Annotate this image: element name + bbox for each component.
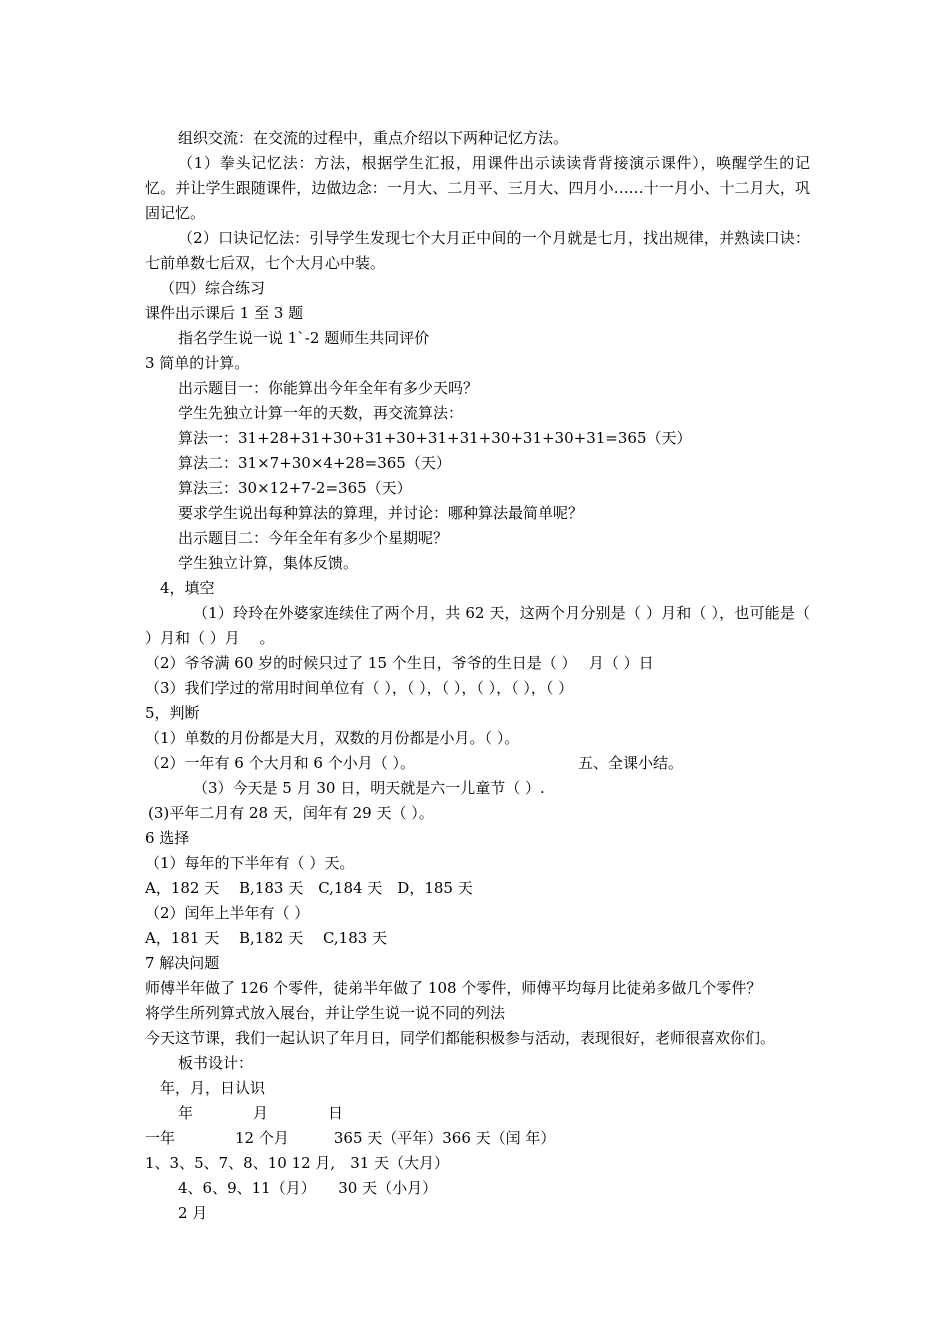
paragraph-exchange: 组织交流：在交流的过程中，重点介绍以下两种记忆方法。: [178, 129, 569, 147]
board-row-february: 2 月: [178, 1204, 208, 1222]
fill-blank-item-1: （1）玲玲在外婆家连续住了两个月，共 62 天，这两个月分别是（ ）月和（ ），也可能是（ ）月和（ ）月 。: [145, 604, 810, 647]
text-closing: 今天这节课，我们一起认识了年月日，同学们都能积极参与活动，表现很好，老师很喜欢你们。: [145, 1029, 776, 1047]
heading-solve: 7 解决问题: [145, 954, 220, 972]
section-heading-practice: （四）综合练习: [160, 279, 266, 297]
text-question-two: 出示题目二：今年全年有多少个星期呢？: [178, 529, 449, 547]
judge-item-3: （3）今天是 5 月 30 日，明天就是六一儿童节（ ）.: [193, 779, 545, 797]
board-row-year: 一年 12 个月 365 天（平年）366 天（闰 年）: [145, 1129, 556, 1147]
heading-board-design: 板书设计：: [178, 1054, 254, 1072]
board-row-big-months: 1、3、5、7、8、10 12 月, 31 天（大月）: [145, 1154, 450, 1172]
heading-choice: 6 选择: [145, 829, 190, 847]
choice-item-1-options: A，182 天 B,183 天 C,184 天 D，185 天: [145, 879, 473, 897]
judge-item-4: (3)平年二月有 28 天，闰年有 29 天（ ）。: [148, 804, 434, 822]
choice-item-2: （2）闰年上半年有（ ）: [145, 904, 310, 922]
choice-item-2-options: A，181 天 B,182 天 C,183 天: [145, 929, 388, 947]
text-question-one: 出示题目一：你能算出今年全年有多少天吗？: [178, 379, 479, 397]
text-independent-calc: 学生先独立计算一年的天数，再交流算法：: [178, 404, 464, 422]
text-show-formulas: 将学生所列算式放入展台，并让学生说一说不同的列法: [145, 1004, 506, 1022]
board-row-small-months: 4、6、9、11（月） 30 天（小月）: [178, 1179, 438, 1197]
choice-item-1: （1）每年的下半年有（ ）天。: [145, 854, 355, 872]
text-method-one: 算法一：31+28+31+30+31+30+31+31+30+31+30+31=365（天）: [178, 429, 692, 447]
paragraph-rhyme-memory: （2）口诀记忆法：引导学生发现七个大月正中间的一个月就是七月，找出规律，并熟读口诀：七前单数七后双，七个大月心中装。: [145, 229, 810, 272]
board-row-headers: 年 月 日: [178, 1104, 344, 1122]
heading-summary: 五、全课小结。: [578, 754, 684, 772]
heading-fill-blank: 4，填空: [160, 579, 215, 597]
text-students-say: 指名学生说一说 1`-2 题师生共同评价: [178, 329, 430, 347]
paragraph-fist-memory: （1）拳头记忆法：方法，根据学生汇报，用课件出示读读背背接演示课件），唤醒学生的记忆。并让学生跟随课件，边做边念：一月大、二月平、三月大、四月小……十一月小、十二月大，巩固记忆。: [145, 154, 810, 222]
judge-item-2: （2）一年有 6 个大月和 6 个小月（ ）。: [145, 754, 415, 772]
fill-blank-item-2: （2）爷爷满 60 岁的时候只过了 15 个生日，爷爷的生日是（ ） 月（ ）日: [145, 654, 654, 672]
text-courseware: 课件出示课后 1 至 3 题: [145, 304, 304, 322]
fill-blank-item-3: （3）我们学过的常用时间单位有（ ），（ ），（ ），（ ），（ ），（ ）: [145, 679, 574, 697]
text-method-two: 算法二：31×7+30×4+28=365（天）: [178, 454, 451, 472]
text-method-three: 算法三：30×12+7-2=365（天）: [178, 479, 412, 497]
judge-item-1: （1）单数的月份都是大月，双数的月份都是小月。（ ）。: [145, 729, 520, 747]
text-feedback: 学生独立计算，集体反馈。: [178, 554, 359, 572]
problem-text: 师傅半年做了 126 个零件，徒弟半年做了 108 个零件，师傅平均每月比徒弟多做几个零件？: [145, 979, 762, 997]
heading-simple-calc: 3 简单的计算。: [145, 354, 250, 372]
text-discuss: 要求学生说出每种算法的算理，并讨论：哪种算法最简单呢？: [178, 504, 584, 522]
board-title: 年，月，日认识: [160, 1079, 266, 1097]
heading-judge: 5，判断: [145, 704, 200, 722]
